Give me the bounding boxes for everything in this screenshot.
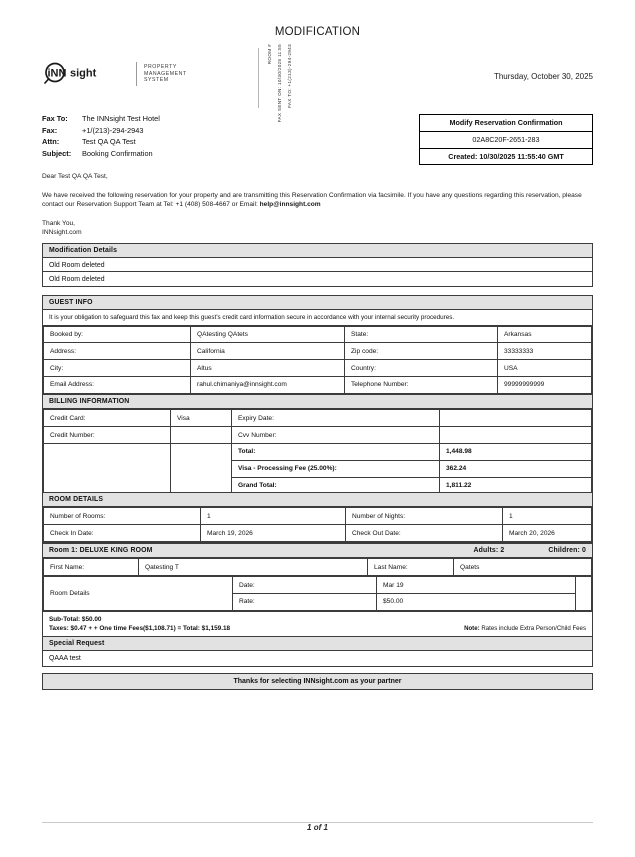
check-in-date-value: March 19, 2026 (201, 525, 346, 542)
fax-to-value: The INNsight Test Hotel (82, 114, 160, 123)
fax-header-row (42, 148, 160, 160)
fax-header-block (42, 113, 160, 159)
zip-code-value: 33333333 (498, 343, 592, 360)
guest-info-heading: GUEST INFO (43, 296, 592, 310)
first-name-value: Qatesting T (139, 559, 368, 576)
table-row (44, 410, 592, 427)
document-date: Thursday, October 30, 2025 (493, 72, 593, 81)
grand-total-label: Grand Total: (232, 477, 440, 494)
room-rate-spacer-cell (576, 577, 592, 611)
stamp-fax-to: FAX TO: +1(213)-294-2943 (287, 44, 292, 109)
room-1-heading-bar (43, 544, 592, 558)
room-1-rate-table (43, 576, 592, 611)
date-label: Date: (233, 577, 377, 594)
guest-info-section (42, 295, 593, 395)
confirmation-title: Modify Reservation Confirmation (420, 115, 592, 132)
fax-transmission-stamp (258, 44, 292, 123)
fax-header-row (42, 125, 160, 137)
city-label: City: (44, 360, 191, 377)
room-details-label: Room Details (44, 577, 233, 611)
logo-tagline-line-1: PROPERTY (144, 64, 177, 71)
confirmation-box (419, 114, 593, 165)
cvv-number-value (440, 427, 592, 444)
rate-label: Rate: (233, 593, 377, 610)
credit-card-value: Visa (171, 410, 232, 427)
check-in-date-label: Check In Date: (44, 525, 201, 542)
grand-total-value: 1,811.22 (440, 477, 592, 494)
table-row (44, 376, 592, 393)
svg-text:iNN: iNN (47, 67, 67, 80)
modification-details-row: Old Room deleted (49, 275, 105, 283)
subject-label: Subject: (42, 148, 72, 158)
booked-by-label: Booked by: (44, 326, 191, 343)
room-1-totals-footer (43, 611, 592, 638)
room-1-note-text: Rates include Extra Person/Child Fees (479, 625, 586, 633)
city-value: Altus (191, 360, 345, 377)
room-details-section (42, 492, 593, 543)
room-1-totals-left (49, 615, 230, 634)
last-name-value: Qatets (454, 559, 592, 576)
billing-table (43, 409, 592, 494)
stamp-sent-on: FAX SENT ON: 10/30/2025 11:55 (277, 44, 282, 123)
letter-signoff (42, 219, 595, 238)
date-value: Mar 19 (377, 577, 576, 594)
modification-details-heading: Modification Details (43, 244, 592, 258)
expiry-date-value (440, 410, 592, 427)
fax-number-label: Fax: (42, 125, 58, 135)
thanks-banner: Thanks for selecting INNsight.com as your partner (42, 673, 593, 690)
processing-fee-label: Visa - Processing Fee (25.00%): (232, 460, 440, 477)
modification-details-row: Old Room deleted (49, 261, 105, 269)
billing-spacer-cell (44, 443, 171, 493)
room-1-taxes-line: Taxes: $0.47 + + One time Fees($1,108.71) = Total: $1,159.18 (49, 625, 231, 633)
document-title: MODIFICATION (274, 26, 361, 38)
signoff-line-2: INNsight.com (42, 229, 82, 237)
total-label: Total: (232, 443, 440, 460)
table-row (44, 360, 592, 377)
logo-tagline (144, 64, 187, 83)
logo-divider (136, 62, 137, 86)
state-value: Arkansas (498, 326, 592, 343)
logo-mark (42, 62, 130, 86)
innsight-logo (42, 62, 187, 86)
credit-number-value (171, 427, 232, 444)
room-1-children: Children: 0 (548, 547, 586, 555)
email-address-label: Email Address: (44, 376, 191, 393)
table-row (44, 525, 592, 542)
telephone-number-value: 99999999999 (498, 376, 592, 393)
special-request-heading: Special Request (43, 637, 592, 651)
table-row (44, 427, 592, 444)
room-1-note-label: Note: (464, 625, 480, 633)
svg-text:sight: sight (70, 67, 97, 80)
special-request-section (42, 636, 593, 667)
billing-information-section (42, 394, 593, 495)
fax-to-label: Fax To: (42, 114, 68, 123)
modification-details-section (42, 243, 593, 274)
country-value: USA (498, 360, 592, 377)
table-row (44, 559, 592, 576)
confirmation-created: Created: 10/30/2025 11:55:40 GMT (448, 151, 564, 161)
room-1-sub-total: Sub-Total: $50.00 (49, 615, 102, 623)
attn-label: Attn: (42, 137, 60, 147)
room-details-heading: ROOM DETAILS (43, 493, 592, 507)
table-row (44, 508, 592, 525)
stamp-rule (258, 48, 259, 108)
table-row (44, 343, 592, 360)
room-1-occupancy (474, 547, 586, 554)
fax-number-value: +1/(213)-294-2943 (82, 125, 144, 135)
table-row (44, 326, 592, 343)
letter-greeting: Dear Test QA QA Test, (42, 173, 108, 180)
fax-header-row (42, 113, 160, 125)
confirmation-code: 02A8C20F-2651-283 (420, 132, 592, 149)
telephone-number-label: Telephone Number: (345, 376, 498, 393)
room-1-adults: Adults: 2 (473, 547, 505, 555)
guest-info-notice: It is your obligation to safeguard this fax and keep this guest's credit card information secure in accordance with your internal security procedures. (43, 310, 592, 325)
fax-header-row (42, 136, 160, 148)
room-details-table (43, 507, 592, 542)
zip-code-label: Zip code: (345, 343, 498, 360)
booked-by-value: QAtesting QAtets (191, 326, 345, 343)
letter-body (42, 172, 595, 238)
special-request-value: QAAA test (49, 654, 81, 662)
number-of-rooms-label: Number of Rooms: (44, 508, 201, 525)
cvv-number-label: Cvv Number: (232, 427, 440, 444)
innsight-wordmark-icon (42, 62, 130, 86)
check-out-date-label: Check Out Date: (346, 525, 503, 542)
credit-number-label: Credit Number: (44, 427, 171, 444)
check-out-date-value: March 20, 2026 (503, 525, 592, 542)
email-address-value: rahul.chimaniya@innsight.com (191, 376, 345, 393)
letter-paragraph-text: We have received the following reservation for your property and are transmitting this Reservation Confirmation via facsimile. If you have any questions regarding this reservation, please contact our Reservation Support Team at Tel: +1 (408) 508-4667 or Email: (42, 191, 582, 209)
expiry-date-label: Expiry Date: (232, 410, 440, 427)
billing-spacer-cell-2 (171, 443, 232, 493)
table-row (44, 577, 592, 594)
room-1-guest-table (43, 558, 592, 576)
address-label: Address: (44, 343, 191, 360)
attn-value: Test QA QA Test (82, 137, 136, 147)
table-row (44, 443, 592, 460)
signoff-line-1: Thank You, (42, 219, 75, 227)
processing-fee-value: 362.24 (440, 460, 592, 477)
logo-tagline-line-2: MANAGEMENT (144, 70, 187, 77)
address-value: California (191, 343, 345, 360)
total-value: 1,448.98 (440, 443, 592, 460)
room-1-heading: Room 1: DELUXE KING ROOM (49, 547, 153, 555)
letter-paragraph (42, 191, 595, 210)
country-label: Country: (345, 360, 498, 377)
logo-tagline-line-3: SYSTEM (144, 77, 169, 84)
rate-value: $50.00 (377, 593, 576, 610)
modification-details-section-2 (42, 271, 593, 287)
number-of-rooms-value: 1 (201, 508, 346, 525)
credit-card-label: Credit Card: (44, 410, 171, 427)
room-1-section (42, 543, 593, 639)
subject-value: Booking Confirmation (82, 148, 153, 158)
page-number: 1 of 1 (307, 823, 328, 832)
last-name-label: Last Name: (368, 559, 454, 576)
room-1-note (464, 624, 586, 633)
support-email: help@innsight.com (259, 201, 321, 209)
first-name-label: First Name: (44, 559, 139, 576)
number-of-nights-value: 1 (503, 508, 592, 525)
guest-info-table (43, 326, 592, 394)
billing-information-heading: BILLING INFORMATION (43, 395, 592, 409)
number-of-nights-label: Number of Nights: (346, 508, 503, 525)
state-label: State: (345, 326, 498, 343)
stamp-room: ROOM # (267, 44, 272, 65)
